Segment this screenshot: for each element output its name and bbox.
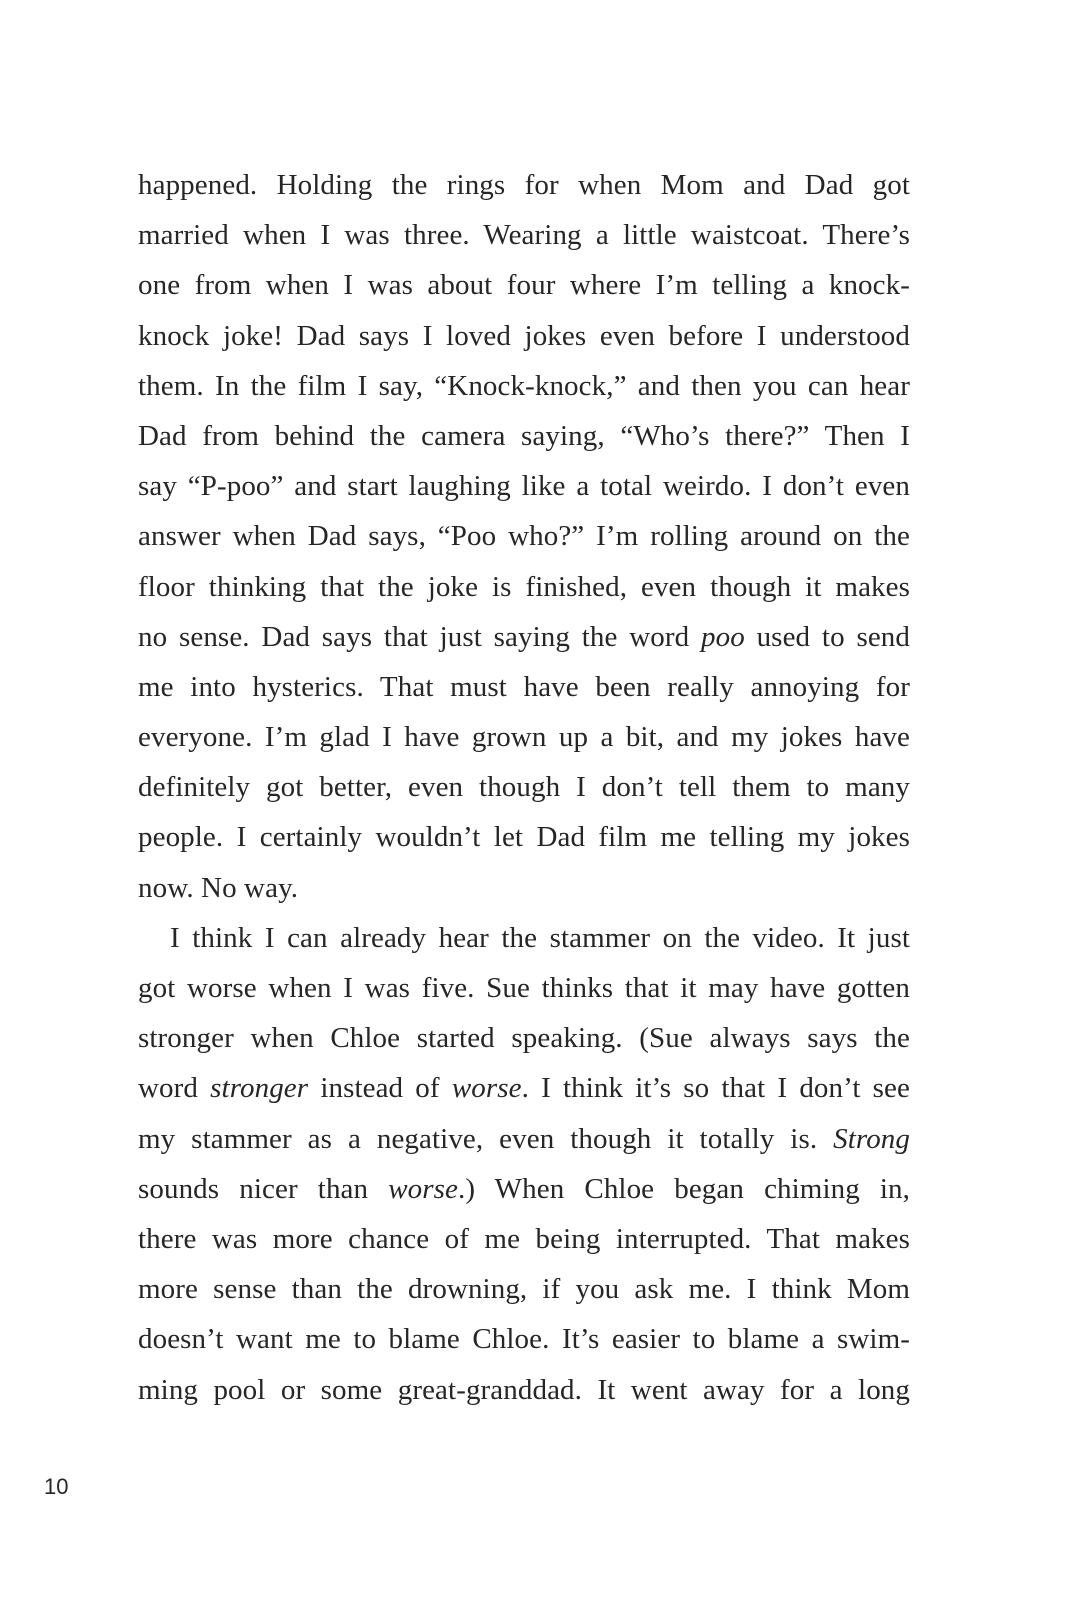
text-line bbox=[138, 160, 910, 210]
italic-text: worse bbox=[388, 1172, 458, 1205]
text-segment: them. In the film I say, “Knock-knock,” and then you can hear bbox=[138, 369, 910, 402]
text-segment: . I think it’s so that I don’t see bbox=[521, 1072, 910, 1105]
text-line bbox=[138, 1264, 910, 1314]
text-segment: doesn’t want me to blame Chloe. It’s easier to blame a swim- bbox=[138, 1323, 910, 1356]
text-segment: married when I was three. Wearing a little waistcoat. There’s bbox=[138, 219, 910, 252]
text-line bbox=[138, 311, 910, 361]
text-segment: there was more chance of me being interrupted. That makes bbox=[138, 1222, 910, 1255]
text-segment: happened. Holding the rings for when Mom and Dad got bbox=[138, 169, 910, 201]
text-segment: word bbox=[138, 1072, 211, 1105]
text-segment: I think I can already hear the stammer on the video. It just bbox=[170, 921, 910, 954]
text-segment: sounds nicer than bbox=[138, 1172, 389, 1205]
text-segment: knock joke! Dad says I loved jokes even before I understood bbox=[138, 319, 910, 352]
italic-text: worse bbox=[451, 1072, 522, 1105]
text-line bbox=[138, 562, 910, 612]
text-segment: .) When Chloe began chiming in, bbox=[458, 1172, 910, 1205]
text-line bbox=[138, 913, 910, 963]
italic-text: stronger bbox=[210, 1072, 309, 1105]
text-line bbox=[138, 662, 910, 712]
text-segment: say “P-poo” and start laughing like a total weirdo. I don’t even bbox=[138, 470, 910, 503]
text-segment: ming pool or some great-granddad. It went away for a long bbox=[138, 1373, 910, 1406]
text-line bbox=[138, 963, 910, 1013]
text-segment: more sense than the drowning, if you ask me. I think Mom bbox=[138, 1273, 910, 1306]
italic-text: poo bbox=[701, 620, 745, 653]
text-segment: people. I certainly wouldn’t let Dad film me telling my jokes bbox=[138, 821, 910, 854]
text-segment: instead of bbox=[308, 1072, 452, 1105]
text-line bbox=[138, 1214, 910, 1264]
text-segment: stronger when Chloe started speaking. (Sue always says the bbox=[138, 1022, 910, 1055]
text-segment: answer when Dad says, “Poo who?” I’m rolling around on the bbox=[138, 520, 910, 553]
text-line bbox=[138, 762, 910, 812]
text-line bbox=[138, 411, 910, 461]
text-line bbox=[138, 260, 910, 310]
text-segment: everyone. I’m glad I have grown up a bit, and my jokes have bbox=[138, 721, 910, 754]
text-segment: one from when I was about four where I’m telling a knock- bbox=[138, 269, 910, 302]
text-line bbox=[138, 210, 910, 260]
text-line bbox=[138, 812, 910, 862]
text-segment: my stammer as a negative, even though it totally is. bbox=[138, 1122, 834, 1155]
text-line bbox=[138, 361, 910, 411]
text-line bbox=[138, 461, 910, 511]
text-segment: used to send bbox=[744, 620, 910, 653]
text-segment: me into hysterics. That must have been really annoying for bbox=[138, 670, 910, 703]
body-text bbox=[138, 160, 910, 1415]
text-line bbox=[138, 1164, 910, 1214]
text-segment: definitely got better, even though I don’t tell them to many bbox=[138, 771, 910, 804]
text-line bbox=[138, 1114, 910, 1164]
text-segment: floor thinking that the joke is finished, even though it makes bbox=[138, 570, 910, 603]
text-line bbox=[138, 1013, 910, 1063]
text-line bbox=[138, 612, 910, 662]
italic-text: Strong bbox=[833, 1122, 910, 1155]
text-line bbox=[138, 863, 910, 913]
text-segment: no sense. Dad says that just saying the word bbox=[138, 620, 701, 653]
text-line bbox=[138, 1314, 910, 1364]
text-segment: Dad from behind the camera saying, “Who’s there?” Then I bbox=[138, 419, 910, 452]
text-line bbox=[138, 1063, 910, 1113]
text-line bbox=[138, 712, 910, 762]
text-segment: got worse when I was five. Sue thinks that it may have gotten bbox=[138, 972, 910, 1004]
text-line bbox=[138, 511, 910, 561]
text-segment: now. No way. bbox=[138, 871, 299, 904]
text-line bbox=[138, 1365, 910, 1415]
page-number: 10 bbox=[44, 1474, 69, 1499]
